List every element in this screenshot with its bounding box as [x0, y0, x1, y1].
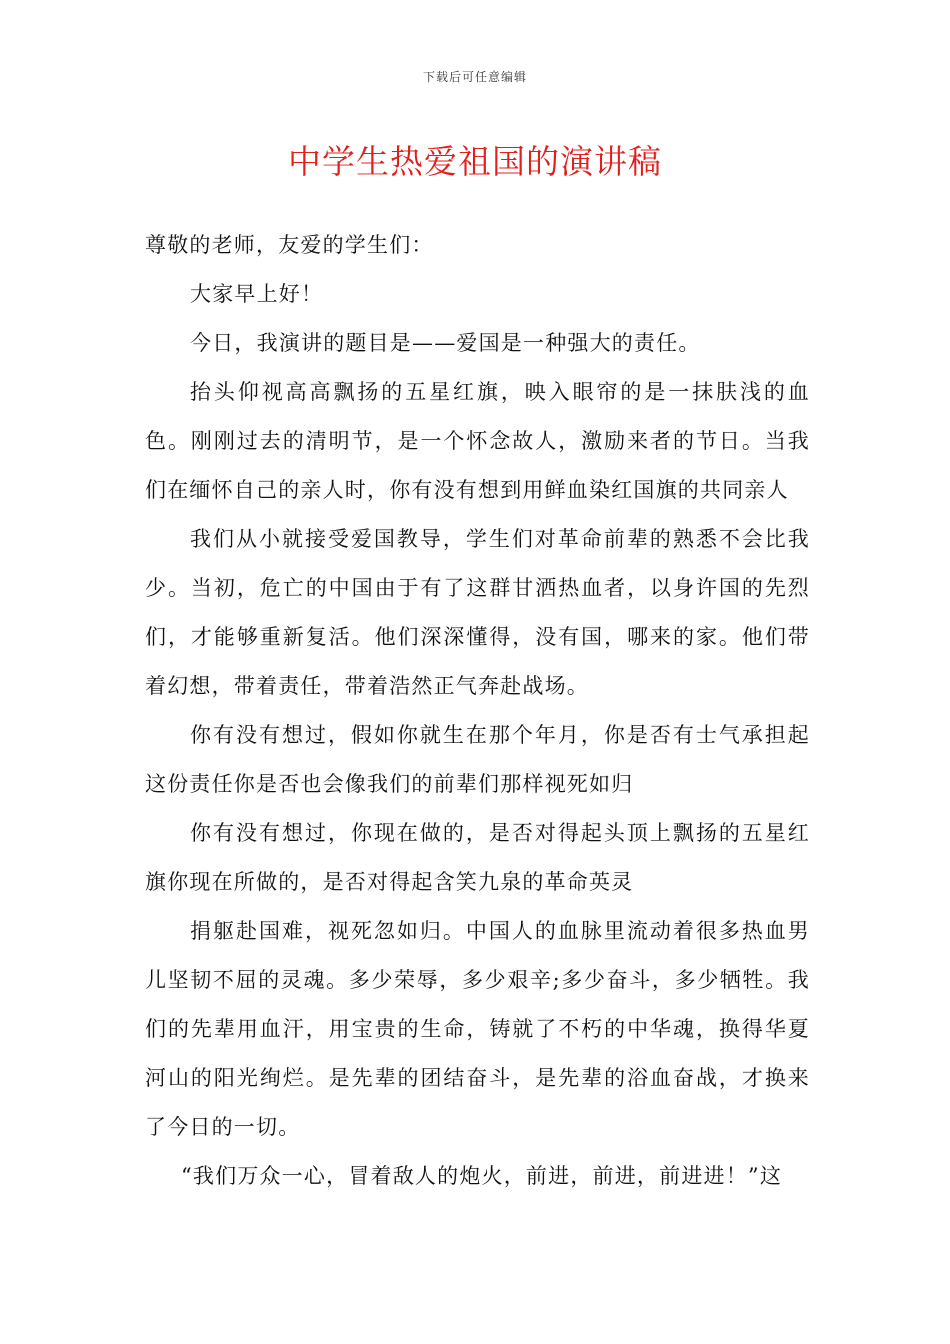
body-paragraph: 我们从小就接受爱国教导，学生们对革命前辈的熟悉不会比我少。当初，危亡的中国由于有了这群甘洒热血者，以身许国的先烈们，才能够重新复活。他们深深懂得，没有国，哪来的家。他们带着幻想，带着责任，带着浩然正气奔赴战场。: [145, 527, 810, 698]
download-note: 下载后可任意编辑: [422, 70, 527, 84]
salutation: 尊敬的老师，友爱的学生们：: [145, 233, 434, 257]
body-paragraph: 抬头仰视高高飘扬的五星红旗，映入眼帘的是一抹肤浅的血色。刚刚过去的清明节，是一个怀念故人，激励来者的节日。当我们在缅怀自己的亲人时，你有没有想到用鲜血染红国旗的共同亲人: [145, 380, 810, 502]
body-paragraph: 你有没有想过，假如你就生在那个年月，你是否有士气承担起这份责任你是否也会像我们的前辈们那样视死如归: [145, 723, 810, 796]
body-paragraph: 捐躯赴国难，视死忽如归。中国人的血脉里流动着很多热血男儿坚韧不屈的灵魂。多少荣辱，多少艰辛;多少奋斗，多少牺牲。我们的先辈用血汗，用宝贵的生命，铸就了不朽的中华魂，换得华夏河山的阳光绚烂。是先辈的团结奋斗，是先辈的浴血奋战，才换来了今日的一切。: [145, 919, 810, 1139]
document-title: 中学生热爱祖国的演讲稿: [288, 142, 662, 181]
body-paragraph: 你有没有想过，你现在做的，是否对得起头顶上飘扬的五星红旗你现在所做的，是否对得起含笑九泉的革命英灵: [145, 821, 810, 894]
body-paragraph: “我们万众一心，冒着敌人的炮火，前进，前进，前进进！”这: [181, 1164, 783, 1188]
topic-paragraph: 今日，我演讲的题目是——爱国是一种强大的责任。: [190, 331, 701, 355]
greeting-paragraph: 大家早上好！: [190, 282, 324, 306]
document-body: [145, 221, 810, 1201]
